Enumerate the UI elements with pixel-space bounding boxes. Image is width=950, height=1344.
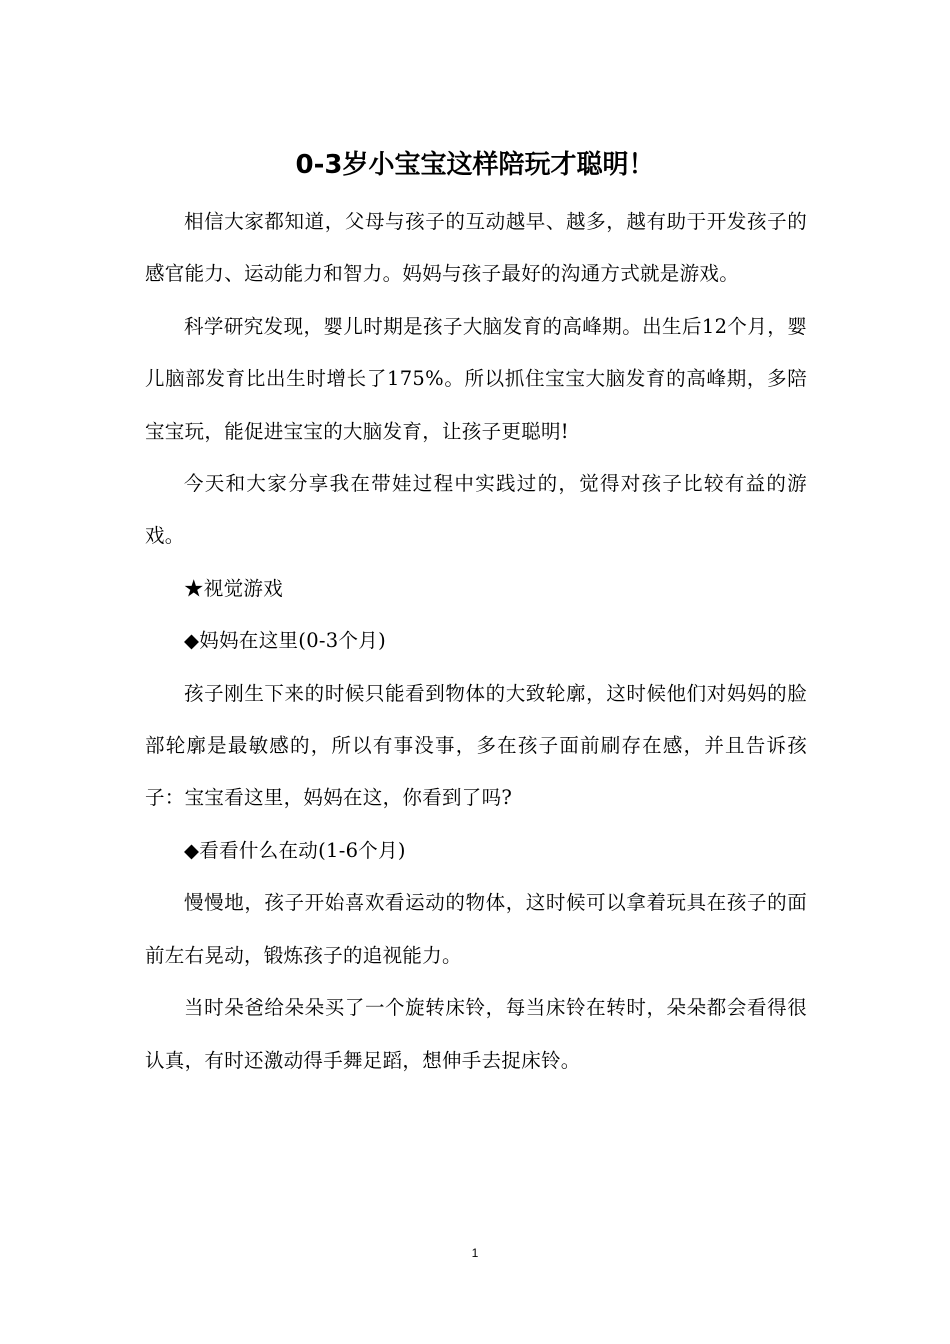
section-heading-visual-games: ★视觉游戏 [184,576,284,600]
page-number: 1 [471,1246,479,1260]
subheading-mom-here: ◆妈妈在这里(0-3个月) [184,629,387,653]
paragraph-mom-here: 孩子刚生下来的时候只能看到物体的大致轮廓，这时候他们对妈妈的脸部轮廓是最敏感的，所以有事没事，多在孩子面前刷存在感，并且告诉孩子：宝宝看这里，妈妈在这，你看到了吗? [145,681,807,810]
paragraph-crib-mobile: 当时朵爸给朵朵买了一个旋转床铃，每当床铃在转时，朵朵都会看得很认真，有时还激动得手舞足蹈，想伸手去捉床铃。 [145,996,807,1072]
paragraph-share: 今天和大家分享我在带娃过程中实践过的，觉得对孩子比较有益的游戏。 [145,472,807,548]
paragraph-intro: 相信大家都知道，父母与孩子的互动越早、越多，越有助于开发孩子的感官能力、运动能力和智力。妈妈与孩子最好的沟通方式就是游戏。 [145,210,807,286]
document-body [145,196,807,1087]
paragraph-research: 科学研究发现，婴儿时期是孩子大脑发育的高峰期。出生后12个月，婴儿脑部发育比出生时增长了175%。所以抓住宝宝大脑发育的高峰期，多陪宝宝玩，能促进宝宝的大脑发育，让孩子更聪明! [145,314,807,443]
paragraph-what-moves: 慢慢地，孩子开始喜欢看运动的物体，这时候可以拿着玩具在孩子的面前左右晃动，锻炼孩子的追视能力。 [145,891,807,967]
document-title: 0-3岁小宝宝这样陪玩才聪明！ [295,150,655,181]
subheading-what-moves: ◆看看什么在动(1-6个月) [184,838,406,862]
